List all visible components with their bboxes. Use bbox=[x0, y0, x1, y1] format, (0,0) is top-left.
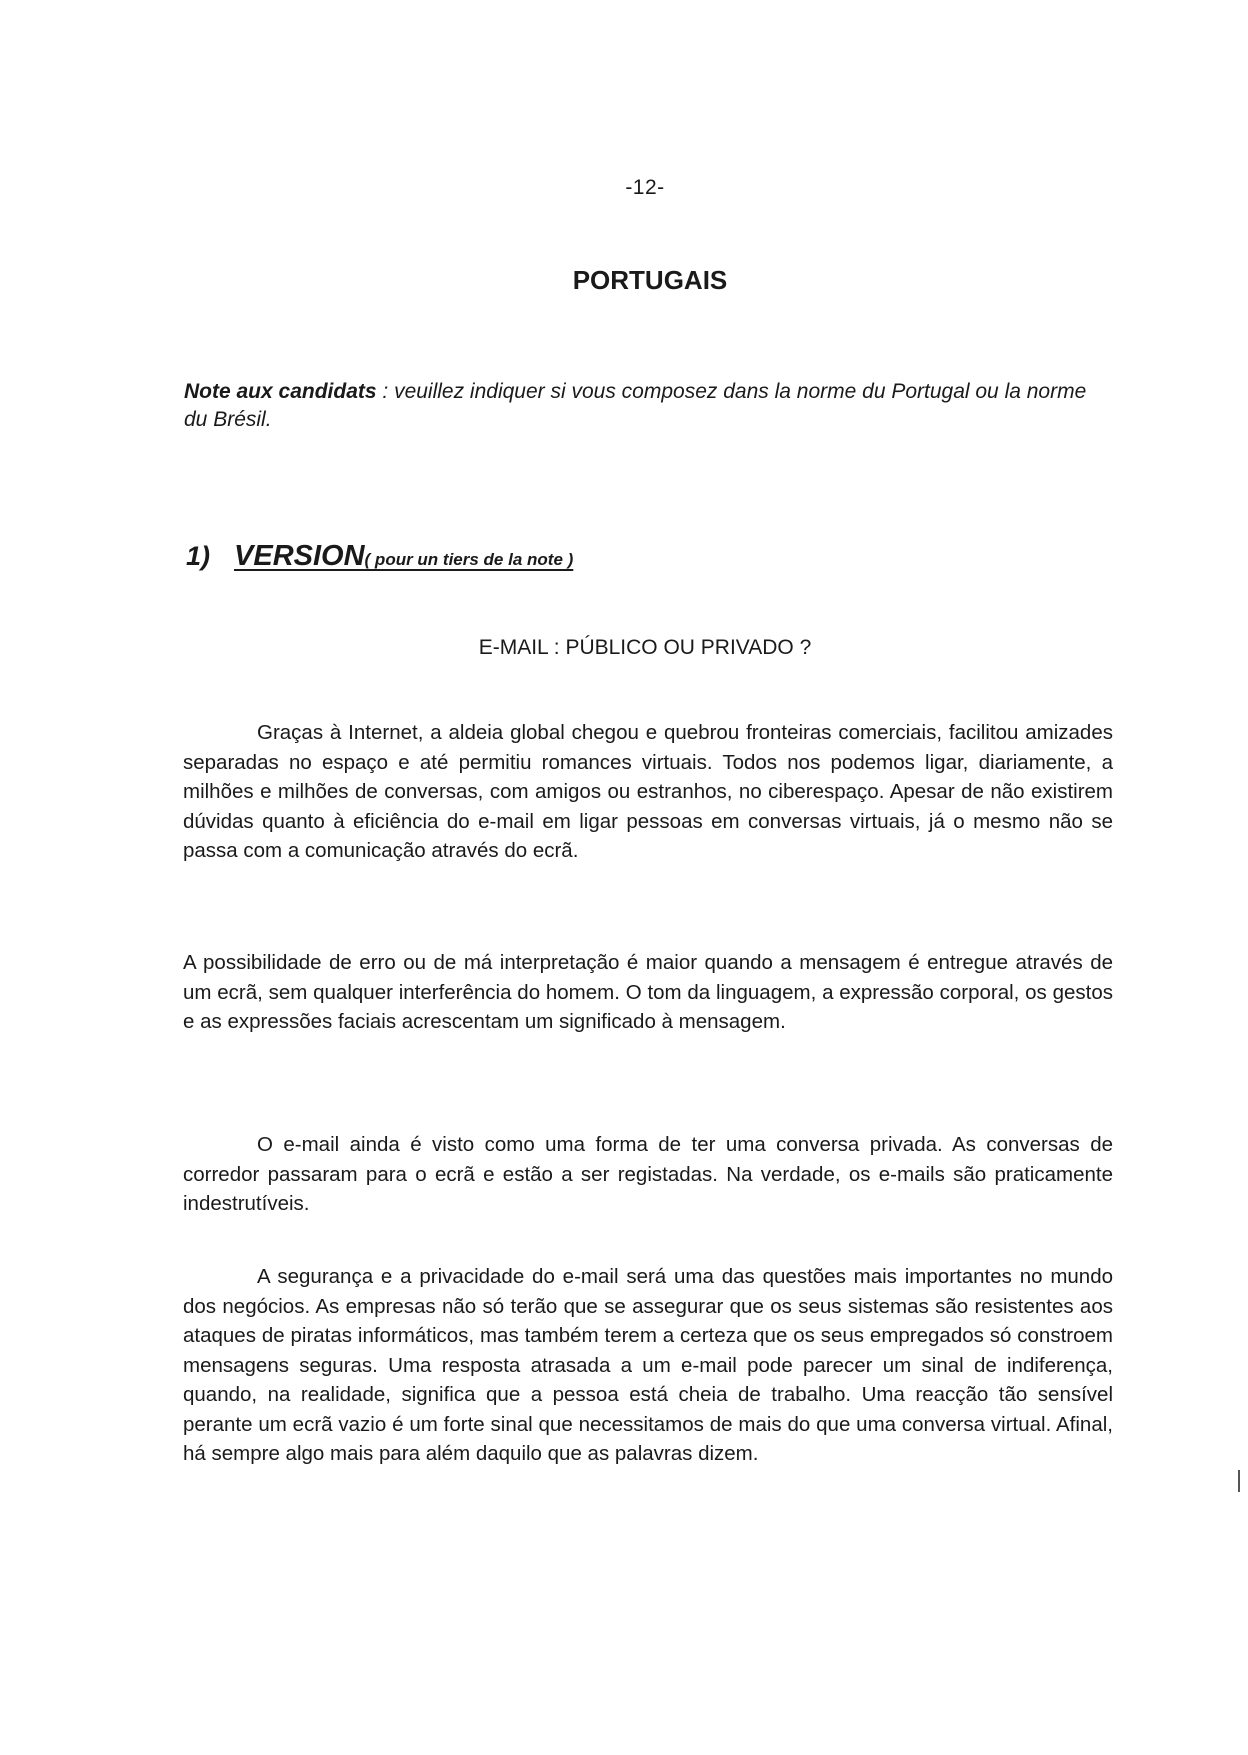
note-label: Note aux candidats bbox=[184, 380, 377, 403]
note-text: : veuillez indiquer si vous composez dans la norme du Portugal ou la norme du Brésil. bbox=[184, 380, 1087, 431]
section-heading bbox=[186, 540, 573, 573]
paragraph-2: A possibilidade de erro ou de má interpretação é maior quando a mensagem é entregue através de um ecrã, sem qualquer interferência do homem. O tom da linguagem, a expressão corporal, os gestos e as expressões faciais acrescentam um significado à mensagem. bbox=[183, 951, 1113, 1033]
section-heading-underlined bbox=[226, 540, 574, 572]
section-subtitle: ( pour un tiers de la note ) bbox=[364, 550, 574, 569]
candidate-note bbox=[184, 378, 1114, 434]
paragraph-1: Graças à Internet, a aldeia global chegou e quebrou fronteiras comerciais, facilitou amizades separadas no espaço e até permitiu romances virtuais. Todos nos podemos ligar, diariamente, a milhões e milhões de conversas, com amigos ou estranhos, no ciberespaço. Apesar de não existirem dúvidas quanto à eficiência do e-mail em ligar pessoas em conversas virtuais, já o mesmo não se passa com a comunicação através do ecrã. bbox=[183, 721, 1113, 862]
subject-title: PORTUGAIS bbox=[572, 265, 728, 295]
paragraph-3: O e-mail ainda é visto como uma forma de ter uma conversa privada. As conversas de corredor passaram para o ecrã e estão a ser registadas. Na verdade, os e-mails são praticamente indestrutíveis. bbox=[183, 1133, 1113, 1215]
page-number: -12- bbox=[625, 176, 665, 199]
paragraph-4: A segurança e a privacidade do e-mail será uma das questões mais importantes no mundo dos negócios. As empresas não só terão que se assegurar que os seus sistemas são resistentes aos ataques de piratas informáticos, mas também terem a certeza que os seus empregados só constroem mensagens seguras. Uma resposta atrasada a um e-mail pode parecer um sinal de indiferença, quando, na realidade, significa que a pessoa está cheia de trabalho. Uma reacção tão sensível perante um ecrã vazio é um forte sinal que necessitamos de mais do que uma conversa virtual. Afinal, há sempre algo mais para além daquilo que as palavras dizem. bbox=[183, 1265, 1113, 1465]
margin-mark bbox=[1238, 1470, 1240, 1492]
section-title: VERSION bbox=[234, 540, 365, 572]
article-title: E-MAIL : PÚBLICO OU PRIVADO ? bbox=[478, 636, 812, 659]
section-number: 1) bbox=[186, 541, 211, 571]
